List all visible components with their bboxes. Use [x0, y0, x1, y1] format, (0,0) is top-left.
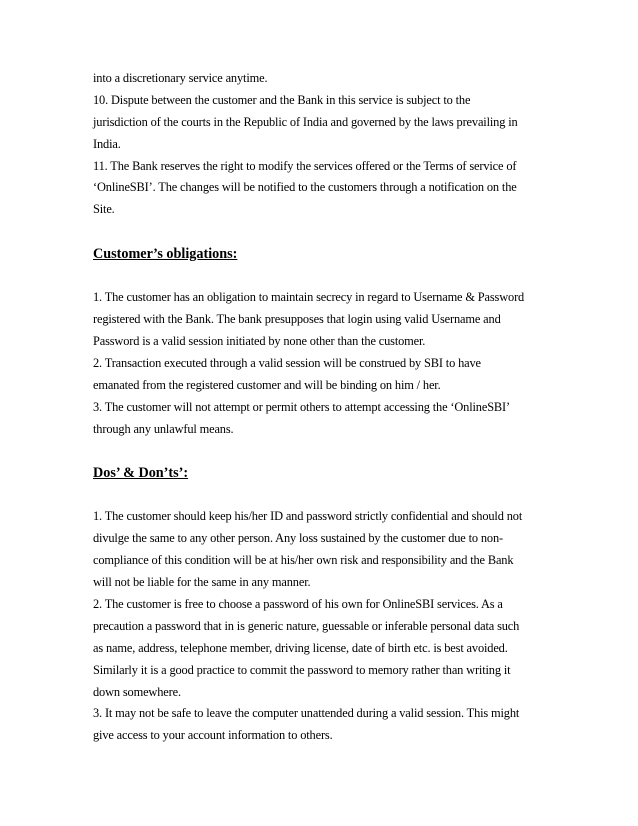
- text-line: registered with the Bank. The bank presupposes that login using valid Username and: [93, 312, 501, 327]
- text-line: divulge the same to any other person. Any loss sustained by the customer due to non-: [93, 531, 503, 546]
- dos-donts-heading: Dos’ & Don’ts’:: [93, 465, 189, 482]
- text-line: 11. The Bank reserves the right to modify the services offered or the Terms of service of: [93, 158, 517, 173]
- text-line: 3. The customer will not attempt or permit others to attempt accessing the ‘OnlineSBI’: [93, 399, 511, 414]
- text-line: into a discretionary service anytime.: [93, 71, 268, 85]
- obligations-heading: Customer’s obligations:: [93, 246, 238, 263]
- text-line: jurisdiction of the courts in the Republic of India and governed by the laws prevailing in: [93, 114, 518, 129]
- document-page: [93, 68, 553, 747]
- text-line: ‘OnlineSBI’. The changes will be notified to the customers through a notification on the: [93, 180, 517, 195]
- text-line: compliance of this condition will be at his/her own risk and responsibility and the Bank: [93, 553, 514, 568]
- spacer: [93, 440, 553, 463]
- text-line: Site.: [93, 202, 115, 217]
- text-line: give access to your account information to others.: [93, 728, 333, 743]
- text-line: through any unlawful means.: [93, 421, 234, 436]
- text-line: 10. Dispute between the customer and the Bank in this service is subject to the: [93, 92, 471, 107]
- dos-donts-section: [93, 506, 553, 747]
- text-line: 2. Transaction executed through a valid session will be construed by SBI to have: [93, 355, 481, 370]
- obligations-section: [93, 287, 553, 440]
- spacer: [93, 221, 553, 244]
- intro-section: [93, 68, 553, 221]
- text-line: down somewhere.: [93, 684, 181, 699]
- text-line: 3. It may not be safe to leave the computer unattended during a valid session. This might: [93, 706, 520, 721]
- text-line: precaution a password that in is generic nature, guessable or inferable personal data such: [93, 618, 520, 633]
- text-line: India.: [93, 136, 121, 151]
- text-line: emanated from the registered customer and will be binding on him / her.: [93, 377, 441, 392]
- text-line: Similarly it is a good practice to commit the password to memory rather than writing it: [93, 662, 511, 677]
- text-line: 1. The customer has an obligation to maintain secrecy in regard to Username & Password: [93, 290, 525, 305]
- text-line: 1. The customer should keep his/her ID and password strictly confidential and should not: [93, 509, 523, 524]
- text-line: will not be liable for the same in any manner.: [93, 575, 311, 590]
- spacer: [93, 264, 553, 287]
- text-line: Password is a valid session initiated by none other than the customer.: [93, 334, 426, 349]
- text-line: as name, address, telephone member, driving license, date of birth etc. is best avoided.: [93, 640, 508, 655]
- text-line: 2. The customer is free to choose a password of his own for OnlineSBI services. As a: [93, 597, 503, 612]
- spacer: [93, 483, 553, 506]
